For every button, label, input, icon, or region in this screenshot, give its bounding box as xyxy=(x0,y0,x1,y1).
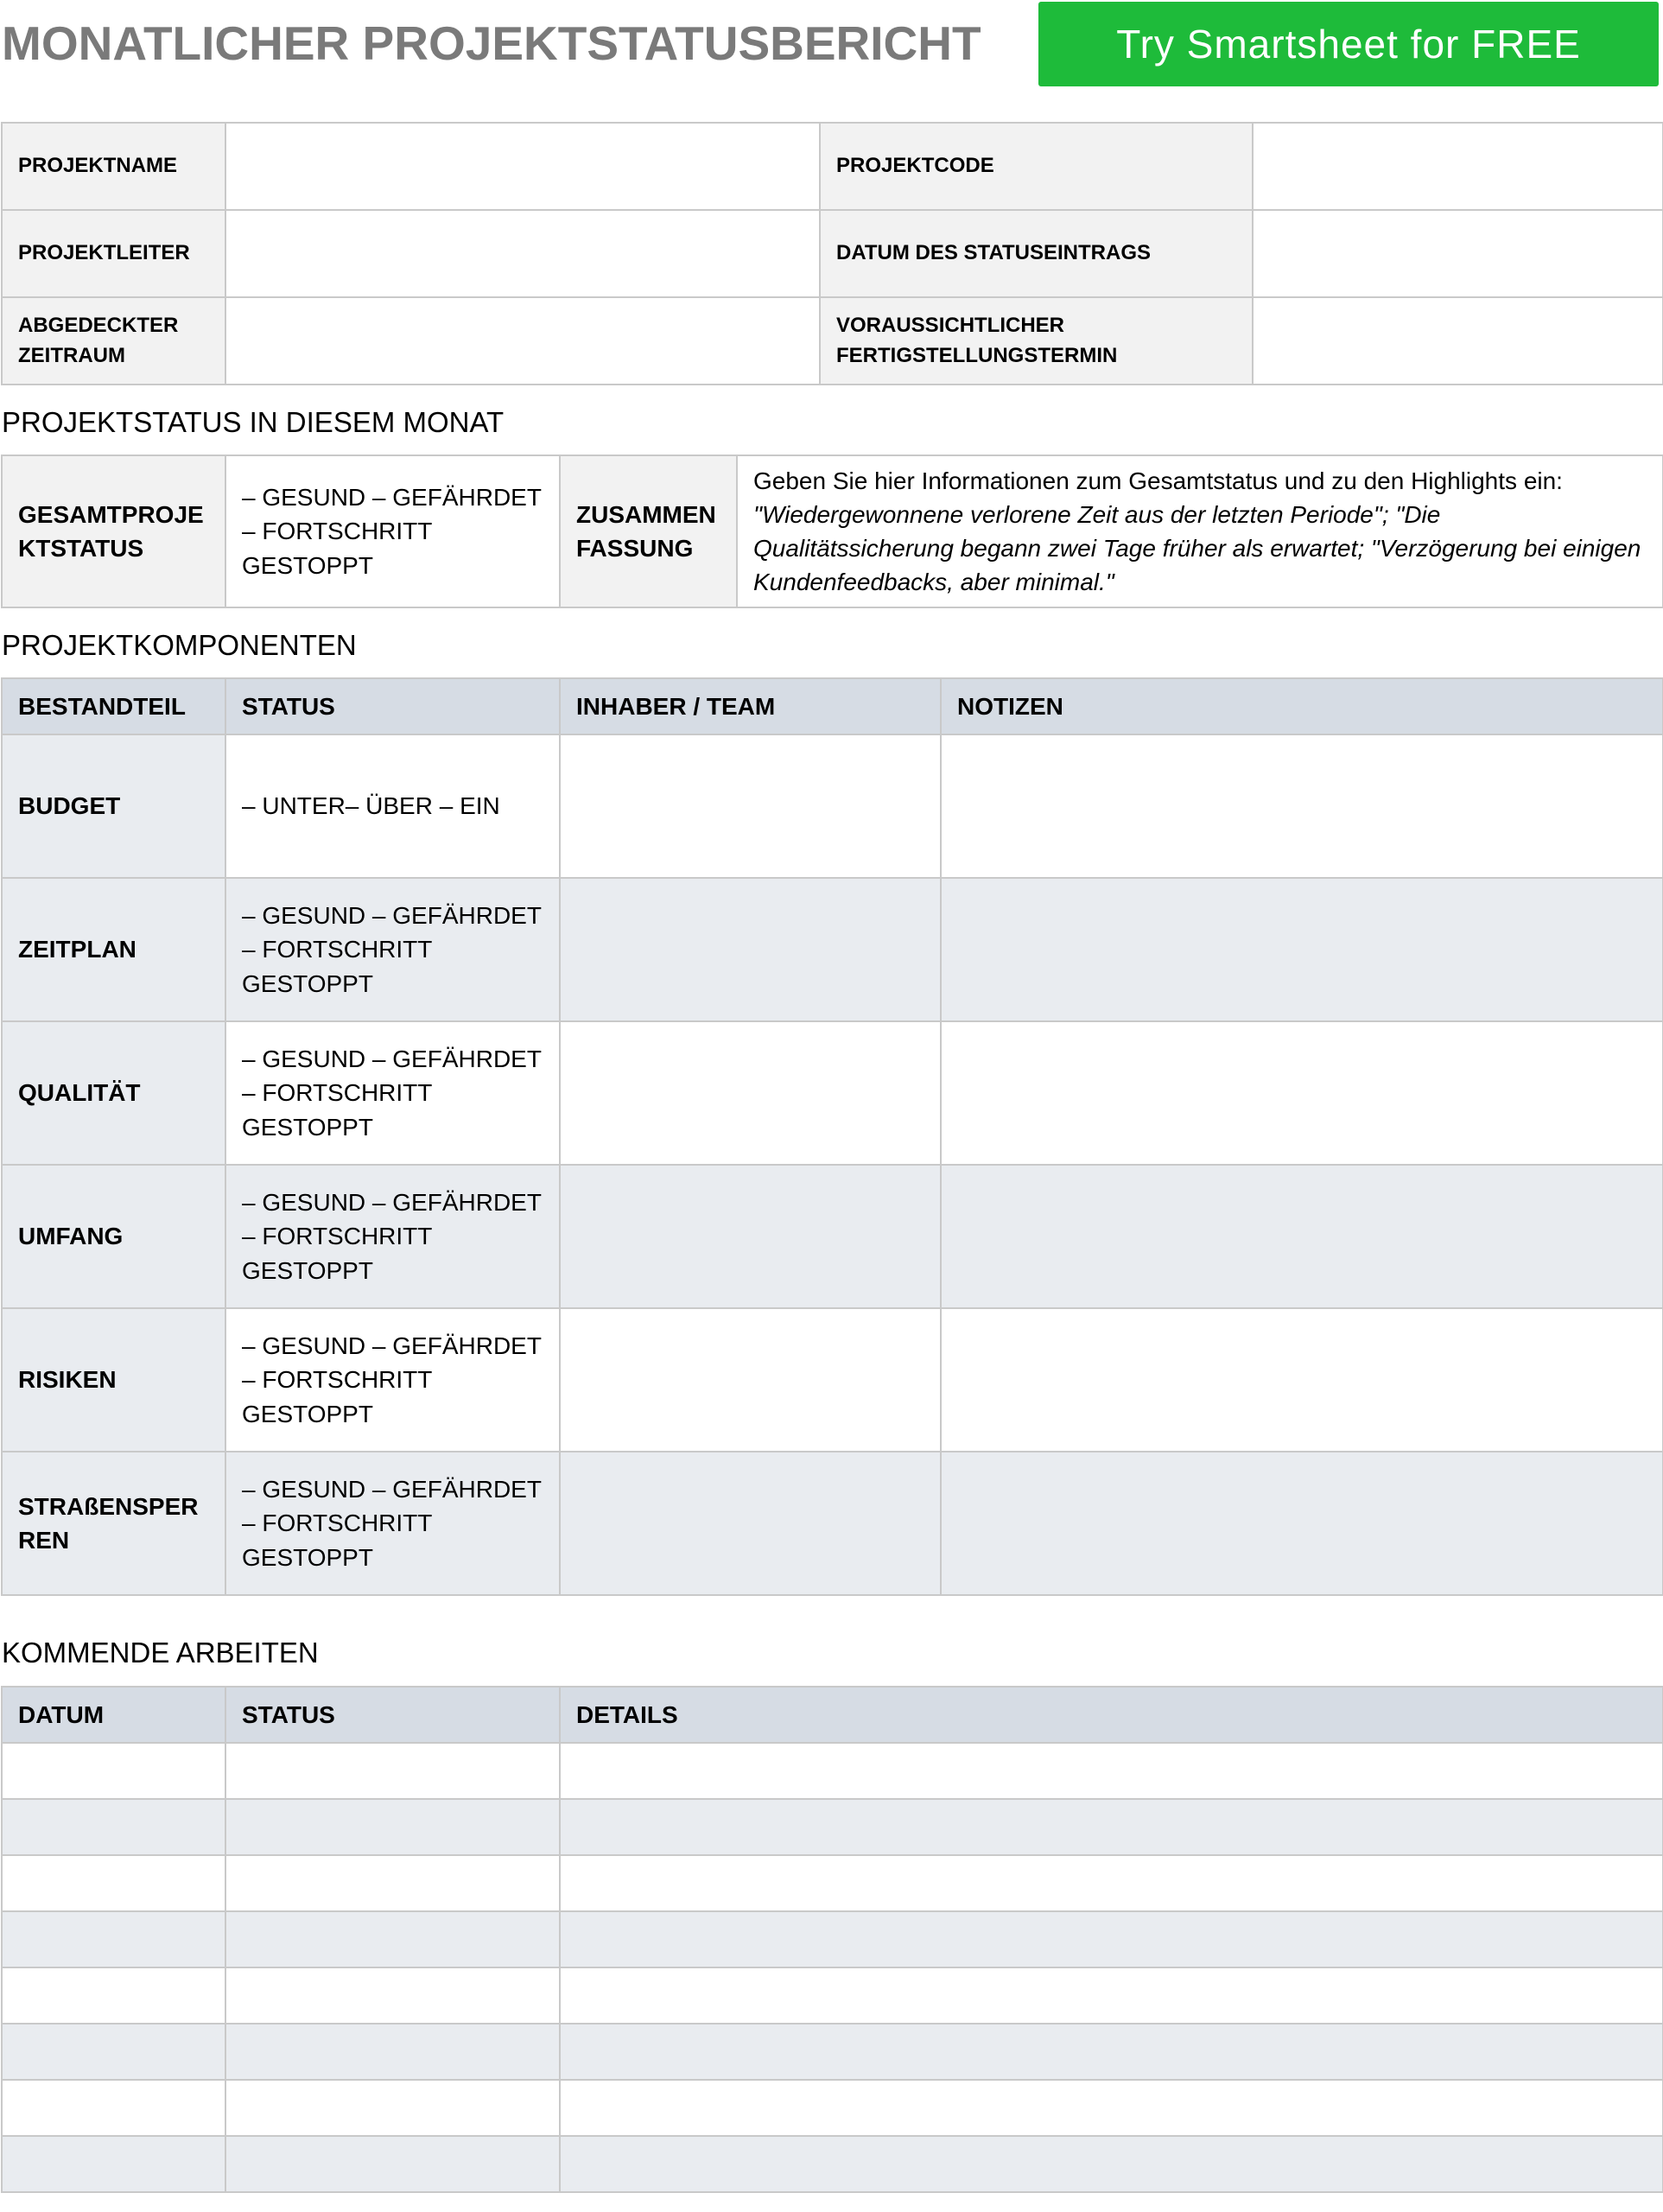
components-heading: PROJEKTKOMPONENTEN xyxy=(2,629,357,661)
table-row xyxy=(2,1911,1663,1967)
table-row xyxy=(2,1855,1663,1911)
summary-field[interactable] xyxy=(737,455,1663,607)
component-name: RISIKEN xyxy=(2,1308,225,1452)
work-date[interactable] xyxy=(2,1855,225,1911)
component-name: STRAßENSPERREN xyxy=(2,1452,225,1595)
component-status[interactable]: – GESUND – GEFÄHRDET – FORTSCHRITT GESTOPPT xyxy=(225,1452,560,1595)
work-status[interactable] xyxy=(225,1911,560,1967)
table-row xyxy=(2,1165,1663,1308)
component-owner[interactable] xyxy=(560,1021,941,1165)
work-status[interactable] xyxy=(225,2080,560,2136)
component-name: QUALITÄT xyxy=(2,1021,225,1165)
work-date[interactable] xyxy=(2,2080,225,2136)
work-details[interactable] xyxy=(560,2024,1663,2080)
work-date[interactable] xyxy=(2,2136,225,2192)
table-row xyxy=(2,734,1663,878)
work-status[interactable] xyxy=(225,1743,560,1799)
component-notes[interactable] xyxy=(941,878,1663,1021)
col-header-date: DATUM xyxy=(2,1687,225,1743)
project-lead-field[interactable] xyxy=(225,210,820,297)
work-status[interactable] xyxy=(225,2136,560,2192)
table-row xyxy=(2,878,1663,1021)
work-details[interactable] xyxy=(560,1967,1663,2024)
project-name-field[interactable] xyxy=(225,123,820,210)
col-header-status: STATUS xyxy=(225,678,560,734)
status-date-field[interactable] xyxy=(1253,210,1663,297)
upcoming-heading: KOMMENDE ARBEITEN xyxy=(2,1637,319,1669)
component-owner[interactable] xyxy=(560,878,941,1021)
project-code-field[interactable] xyxy=(1253,123,1663,210)
summary-example: "Wiedergewonnene verlorene Zeit aus der letzten Periode"; "Die Qualitätssicherung begann zwei Tage früher als erwartet; "Verzögerung bei einigen Kundenfeedbacks, aber minimal." xyxy=(753,500,1641,596)
status-section-heading: PROJEKTSTATUS IN DIESEM MONAT xyxy=(2,406,505,438)
component-status[interactable]: – GESUND – GEFÄHRDET – FORTSCHRITT GESTOPPT xyxy=(225,1165,560,1308)
try-smartsheet-button[interactable]: Try Smartsheet for FREE xyxy=(1038,2,1659,86)
completion-date-field[interactable] xyxy=(1253,297,1663,385)
component-notes[interactable] xyxy=(941,1308,1663,1452)
table-row xyxy=(2,2024,1663,2080)
work-details[interactable] xyxy=(560,1743,1663,1799)
work-status[interactable] xyxy=(225,1799,560,1855)
work-details[interactable] xyxy=(560,2136,1663,2192)
col-header-status: STATUS xyxy=(225,1687,560,1743)
component-name: BUDGET xyxy=(2,734,225,878)
period-field[interactable] xyxy=(225,297,820,385)
table-row xyxy=(2,1452,1663,1595)
table-row xyxy=(2,1743,1663,1799)
table-row xyxy=(2,1308,1663,1452)
work-date[interactable] xyxy=(2,1799,225,1855)
col-header-component: BESTANDTEIL xyxy=(2,678,225,734)
project-code-label: PROJEKTCODE xyxy=(820,123,1253,210)
summary-intro: Geben Sie hier Informationen zum Gesamtstatus und zu den Highlights ein: xyxy=(753,467,1563,494)
work-details[interactable] xyxy=(560,1855,1663,1911)
work-status[interactable] xyxy=(225,2024,560,2080)
project-info-table xyxy=(1,122,1663,385)
period-label: ABGEDECKTER ZEITRAUM xyxy=(2,297,225,385)
work-details[interactable] xyxy=(560,1799,1663,1855)
component-owner[interactable] xyxy=(560,1308,941,1452)
page-title: MONATLICHER PROJEKTSTATUSBERICHT xyxy=(2,16,981,70)
component-status[interactable]: – GESUND – GEFÄHRDET – FORTSCHRITT GESTOPPT xyxy=(225,1308,560,1452)
work-date[interactable] xyxy=(2,2024,225,2080)
col-header-owner: INHABER / TEAM xyxy=(560,678,941,734)
components-table xyxy=(1,677,1663,1596)
work-date[interactable] xyxy=(2,1911,225,1967)
completion-date-label: VORAUSSICHTLICHER FERTIGSTELLUNGSTERMIN xyxy=(820,297,1253,385)
col-header-notes: NOTIZEN xyxy=(941,678,1663,734)
component-status[interactable]: – GESUND – GEFÄHRDET – FORTSCHRITT GESTOPPT xyxy=(225,878,560,1021)
component-name: UMFANG xyxy=(2,1165,225,1308)
overall-status-value[interactable]: – GESUND – GEFÄHRDET – FORTSCHRITT GESTOPPT xyxy=(225,455,560,607)
component-owner[interactable] xyxy=(560,734,941,878)
component-notes[interactable] xyxy=(941,734,1663,878)
component-status[interactable]: – GESUND – GEFÄHRDET – FORTSCHRITT GESTOPPT xyxy=(225,1021,560,1165)
status-date-label: DATUM DES STATUSEINTRAGS xyxy=(820,210,1253,297)
table-row xyxy=(2,1967,1663,2024)
component-notes[interactable] xyxy=(941,1021,1663,1165)
component-owner[interactable] xyxy=(560,1165,941,1308)
work-status[interactable] xyxy=(225,1855,560,1911)
table-row xyxy=(2,1021,1663,1165)
component-name: ZEITPLAN xyxy=(2,878,225,1021)
summary-label: ZUSAMMENFASSUNG xyxy=(560,455,737,607)
work-details[interactable] xyxy=(560,1911,1663,1967)
project-lead-label: PROJEKTLEITER xyxy=(2,210,225,297)
work-details[interactable] xyxy=(560,2080,1663,2136)
table-row xyxy=(2,2080,1663,2136)
table-row xyxy=(2,1799,1663,1855)
col-header-details: DETAILS xyxy=(560,1687,1663,1743)
work-date[interactable] xyxy=(2,1967,225,2024)
project-name-label: PROJEKTNAME xyxy=(2,123,225,210)
work-date[interactable] xyxy=(2,1743,225,1799)
table-row xyxy=(2,2136,1663,2192)
component-owner[interactable] xyxy=(560,1452,941,1595)
overall-status-label: GESAMTPROJEKTSTATUS xyxy=(2,455,225,607)
component-notes[interactable] xyxy=(941,1165,1663,1308)
component-notes[interactable] xyxy=(941,1452,1663,1595)
work-status[interactable] xyxy=(225,1967,560,2024)
project-status-table xyxy=(1,454,1663,608)
upcoming-work-table xyxy=(1,1686,1663,2193)
component-status[interactable]: – UNTER– ÜBER – EIN xyxy=(225,734,560,878)
